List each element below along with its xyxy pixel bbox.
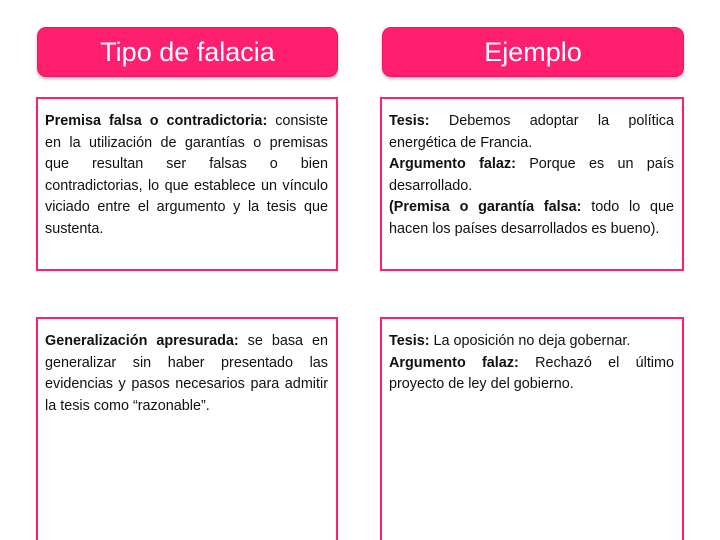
type-term: Generalización apresurada: bbox=[45, 333, 239, 349]
example-text: todo lo que hacen los países desarrollados es bueno). bbox=[389, 199, 674, 237]
type-term: Premisa falsa o contradictoria: bbox=[45, 113, 268, 129]
cell-type-2 bbox=[36, 317, 338, 540]
example-line bbox=[389, 353, 674, 396]
type-description: consiste en la utilización de garantías o premisas que resultan ser falsas o bien contradictorias, lo que establece un vínculo viciado entre el argumento y la tesis que sustenta. bbox=[45, 113, 328, 237]
example-line bbox=[389, 154, 674, 197]
example-label: Tesis: bbox=[389, 113, 430, 129]
example-text: Rechazó el último proyecto de ley del gobierno. bbox=[389, 354, 674, 392]
type-description: se basa en generalizar sin haber presentado las evidencias y pasos necesarios para admitir la tesis como “razonable”. bbox=[45, 333, 328, 414]
example-line bbox=[389, 111, 674, 154]
example-label: Argumento falaz: bbox=[389, 354, 519, 371]
example-label: Argumento falaz: bbox=[389, 156, 516, 172]
cell-example-1 bbox=[380, 97, 684, 271]
header-tipo-de-falacia: Tipo de falacia bbox=[37, 27, 338, 77]
example-label: (Premisa o garantía falsa: bbox=[389, 199, 582, 215]
example-line bbox=[389, 197, 674, 240]
header-ejemplo: Ejemplo bbox=[382, 27, 684, 77]
example-text: Debemos adoptar la política energética de Francia. bbox=[389, 113, 674, 151]
example-text: La oposición no deja gobernar. bbox=[429, 333, 631, 349]
cell-example-2 bbox=[380, 317, 684, 540]
example-text: Porque es un país desarrollado. bbox=[389, 156, 675, 194]
example-label: Tesis: bbox=[389, 333, 430, 349]
cell-type-1 bbox=[36, 97, 338, 271]
example-line bbox=[389, 331, 674, 353]
